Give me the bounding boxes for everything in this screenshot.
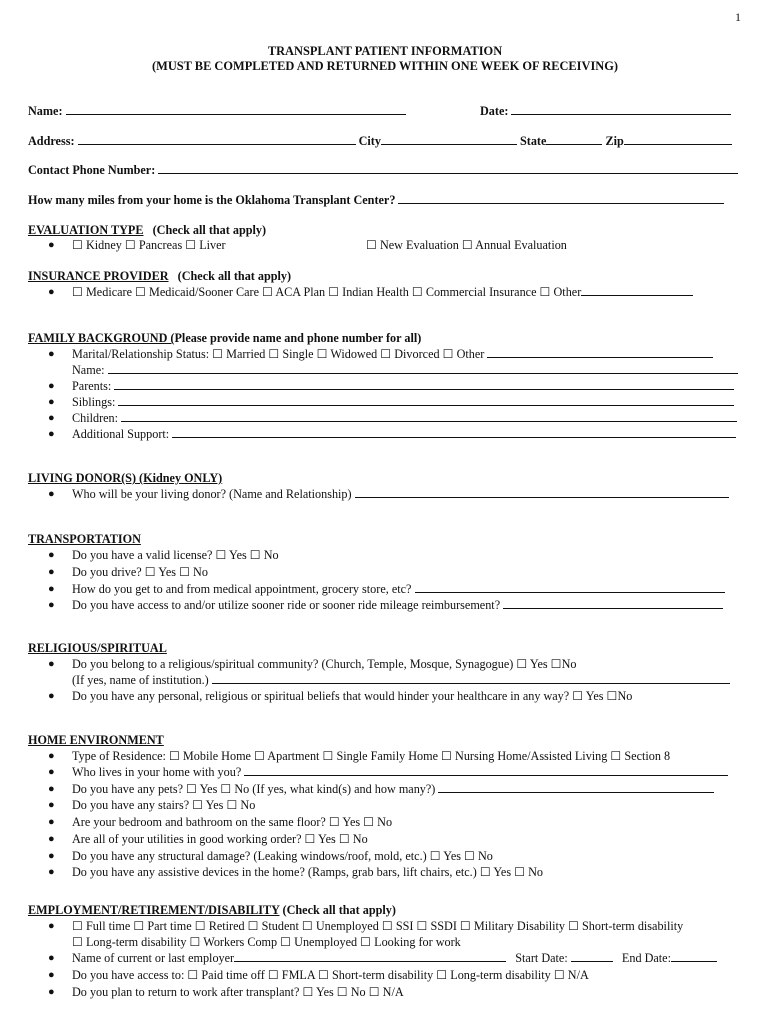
evaluation-hint: (Check all that apply) <box>152 223 267 237</box>
drive-question[interactable]: Do you drive? ☐ Yes ☐ No <box>72 565 208 579</box>
family-heading: FAMILY BACKGROUND ( <box>28 331 175 345</box>
zip-label: Zip <box>605 134 624 148</box>
bullet-icon: ● <box>48 799 55 811</box>
soonerride-question: Do you have access to and/or utilize sooner ride or sooner ride mileage reimbursement? <box>72 598 501 612</box>
bullet-icon: ● <box>48 348 55 360</box>
license-question[interactable]: Do you have a valid license? ☐ Yes ☐ No <box>72 548 279 562</box>
city-field[interactable] <box>381 134 517 145</box>
bullet-icon: ● <box>48 783 55 795</box>
employment-heading-row <box>28 903 396 918</box>
bullet-icon: ● <box>48 986 55 998</box>
return-work-question[interactable]: Do you plan to return to work after transplant? ☐ Yes ☐ No ☐ N/A <box>72 985 404 999</box>
pets-field[interactable] <box>438 782 714 793</box>
soonerride-field[interactable] <box>503 598 723 609</box>
state-label: State <box>520 134 547 148</box>
bullet-icon: ● <box>48 952 55 964</box>
children-field[interactable] <box>121 411 737 422</box>
form-title: TRANSPLANT PATIENT INFORMATION <box>267 44 503 58</box>
pets-question[interactable]: Do you have any pets? ☐ Yes ☐ No (If yes, what kind(s) and how many?) <box>72 782 436 796</box>
date-field[interactable] <box>511 104 731 115</box>
bullet-icon: ● <box>48 690 55 702</box>
start-date-label: Start Date: <box>515 951 568 965</box>
assistive-question[interactable]: Do you have any assistive devices in the home? (Ramps, grab bars, lift chairs, etc.) ☐ Yes ☐ No <box>72 865 543 879</box>
access-question[interactable]: Do you have access to: ☐ Paid time off ☐ FMLA ☐ Short-term disability ☐ Long-term disability ☐ N/A <box>72 968 589 982</box>
bullet-icon: ● <box>48 488 55 500</box>
home-heading: HOME ENVIRONMENT <box>28 733 164 747</box>
children-label: Children: <box>72 411 119 425</box>
same-floor-question[interactable]: Are your bedroom and bathroom on the same floor? ☐ Yes ☐ No <box>72 815 393 829</box>
date-label: Date: <box>480 104 509 118</box>
end-date-label: End Date: <box>621 951 671 965</box>
bullet-icon: ● <box>48 412 55 424</box>
evaluation-organs[interactable]: ☐ Kidney ☐ Pancreas ☐ Liver <box>72 238 226 252</box>
soonerride-row <box>72 598 723 613</box>
siblings-label: Siblings: <box>72 395 116 409</box>
employer-field[interactable] <box>234 951 506 962</box>
transportation-heading: TRANSPORTATION <box>28 532 141 546</box>
bullet-icon: ● <box>48 850 55 862</box>
evaluation-heading: EVALUATION TYPE <box>28 223 144 237</box>
support-label: Additional Support: <box>72 427 170 441</box>
start-date-field[interactable] <box>571 951 613 962</box>
miles-row <box>28 193 724 208</box>
employment-heading: EMPLOYMENT/RETIREMENT/DISABILITY <box>28 903 280 917</box>
bullet-icon: ● <box>48 396 55 408</box>
siblings-row <box>72 395 734 410</box>
insurance-options-text: ☐ Medicare ☐ Medicaid/Sooner Care ☐ ACA Plan ☐ Indian Health ☐ Commercial Insurance ☐ Other <box>72 285 582 299</box>
phone-row <box>28 163 738 178</box>
donor-question: Who will be your living donor? (Name and Relationship) <box>72 487 352 501</box>
insurance-other-field[interactable] <box>581 285 693 296</box>
insurance-options[interactable] <box>72 285 693 300</box>
name-field[interactable] <box>66 104 406 115</box>
family-name-row <box>72 363 738 378</box>
city-label: City <box>358 134 381 148</box>
household-row <box>72 765 728 780</box>
marital-label: Marital/Relationship Status: ☐ Married ☐ Single ☐ Widowed ☐ Divorced ☐ Other <box>72 347 485 361</box>
institution-field[interactable] <box>212 673 730 684</box>
marital-other-field[interactable] <box>487 347 713 358</box>
bullet-icon: ● <box>48 566 55 578</box>
support-row <box>72 427 736 442</box>
donor-field[interactable] <box>355 487 729 498</box>
bullet-icon: ● <box>48 969 55 981</box>
date-row <box>480 104 731 119</box>
evaluation-heading-row <box>28 223 266 238</box>
insurance-hint: (Check all that apply) <box>177 269 292 283</box>
beliefs-question[interactable]: Do you have any personal, religious or spiritual beliefs that would hinder your healthcare in any way? ☐ Yes ☐No <box>72 689 633 703</box>
family-name-label: Name: <box>72 363 105 377</box>
household-field[interactable] <box>244 765 728 776</box>
donor-row <box>72 487 729 502</box>
structural-question[interactable]: Do you have any structural damage? (Leaking windows/roof, mold, etc.) ☐ Yes ☐ No <box>72 849 493 863</box>
employer-label: Name of current or last employer <box>72 951 235 965</box>
institution-label: (If yes, name of institution.) <box>72 673 209 687</box>
address-field[interactable] <box>78 134 356 145</box>
family-name-field[interactable] <box>108 363 738 374</box>
phone-label: Contact Phone Number: <box>28 163 156 177</box>
parents-label: Parents: <box>72 379 112 393</box>
support-field[interactable] <box>172 427 736 438</box>
bullet-icon: ● <box>48 833 55 845</box>
insurance-heading-row <box>28 269 291 284</box>
miles-label: How many miles from your home is the Oklahoma Transplant Center? <box>28 193 396 207</box>
bullet-icon: ● <box>48 866 55 878</box>
bullet-icon: ● <box>48 380 55 392</box>
utilities-question[interactable]: Are all of your utilities in good working order? ☐ Yes ☐ No <box>72 832 368 846</box>
end-date-field[interactable] <box>671 951 717 962</box>
miles-field[interactable] <box>398 193 724 204</box>
employment-status[interactable]: ☐ Full time ☐ Part time ☐ Retired ☐ Student ☐ Unemployed ☐ SSI ☐ SSDI ☐ Military Disability ☐ Short-term disability <box>72 919 684 933</box>
address-row <box>28 134 732 149</box>
family-hint: Please provide name and phone number for all) <box>174 331 422 345</box>
bullet-icon: ● <box>48 920 55 932</box>
residence-question[interactable]: Type of Residence: ☐ Mobile Home ☐ Apartment ☐ Single Family Home ☐ Nursing Home/Assisted Living ☐ Section 8 <box>72 749 671 763</box>
address-label: Address: <box>28 134 75 148</box>
state-field[interactable] <box>546 134 602 145</box>
employment-hint: (Check all that apply) <box>282 903 396 917</box>
form-subtitle: (MUST BE COMPLETED AND RETURNED WITHIN ONE WEEK OF RECEIVING) <box>152 59 618 73</box>
family-heading-row <box>28 331 421 346</box>
donor-heading: LIVING DONOR(S) (Kidney ONLY) <box>28 471 223 485</box>
bullet-icon: ● <box>48 428 55 440</box>
insurance-heading: INSURANCE PROVIDER <box>28 269 169 283</box>
parents-field[interactable] <box>114 379 734 390</box>
siblings-field[interactable] <box>118 395 734 406</box>
name-row <box>28 104 406 119</box>
employer-row <box>72 951 717 966</box>
name-label: Name: <box>28 104 63 118</box>
household-question: Who lives in your home with you? <box>72 765 242 779</box>
zip-field[interactable] <box>624 134 732 145</box>
bullet-icon: ● <box>48 286 55 298</box>
employment-status-more[interactable]: ☐ Long-term disability ☐ Workers Comp ☐ Unemployed ☐ Looking for work <box>72 935 461 949</box>
marital-row <box>72 347 713 362</box>
transport-field[interactable] <box>415 582 725 593</box>
transport-question: How do you get to and from medical appointment, grocery store, etc? <box>72 582 412 596</box>
transport-row <box>72 582 725 597</box>
stairs-question[interactable]: Do you have any stairs? ☐ Yes ☐ No <box>72 798 256 812</box>
bullet-icon: ● <box>48 750 55 762</box>
pets-row <box>72 782 714 797</box>
bullet-icon: ● <box>48 816 55 828</box>
evaluation-types[interactable]: ☐ New Evaluation ☐ Annual Evaluation <box>366 238 567 252</box>
bullet-icon: ● <box>48 549 55 561</box>
parents-row <box>72 379 734 394</box>
bullet-icon: ● <box>48 583 55 595</box>
religious-heading: RELIGIOUS/SPIRITUAL <box>28 641 167 655</box>
bullet-icon: ● <box>48 658 55 670</box>
children-row <box>72 411 737 426</box>
page-number: 1 <box>735 10 741 24</box>
bullet-icon: ● <box>48 239 55 251</box>
community-question[interactable]: Do you belong to a religious/spiritual community? (Church, Temple, Mosque, Synagogue) ☐ Yes ☐No <box>72 657 577 671</box>
bullet-icon: ● <box>48 766 55 778</box>
institution-row <box>72 673 730 688</box>
bullet-icon: ● <box>48 599 55 611</box>
phone-field[interactable] <box>158 163 738 174</box>
